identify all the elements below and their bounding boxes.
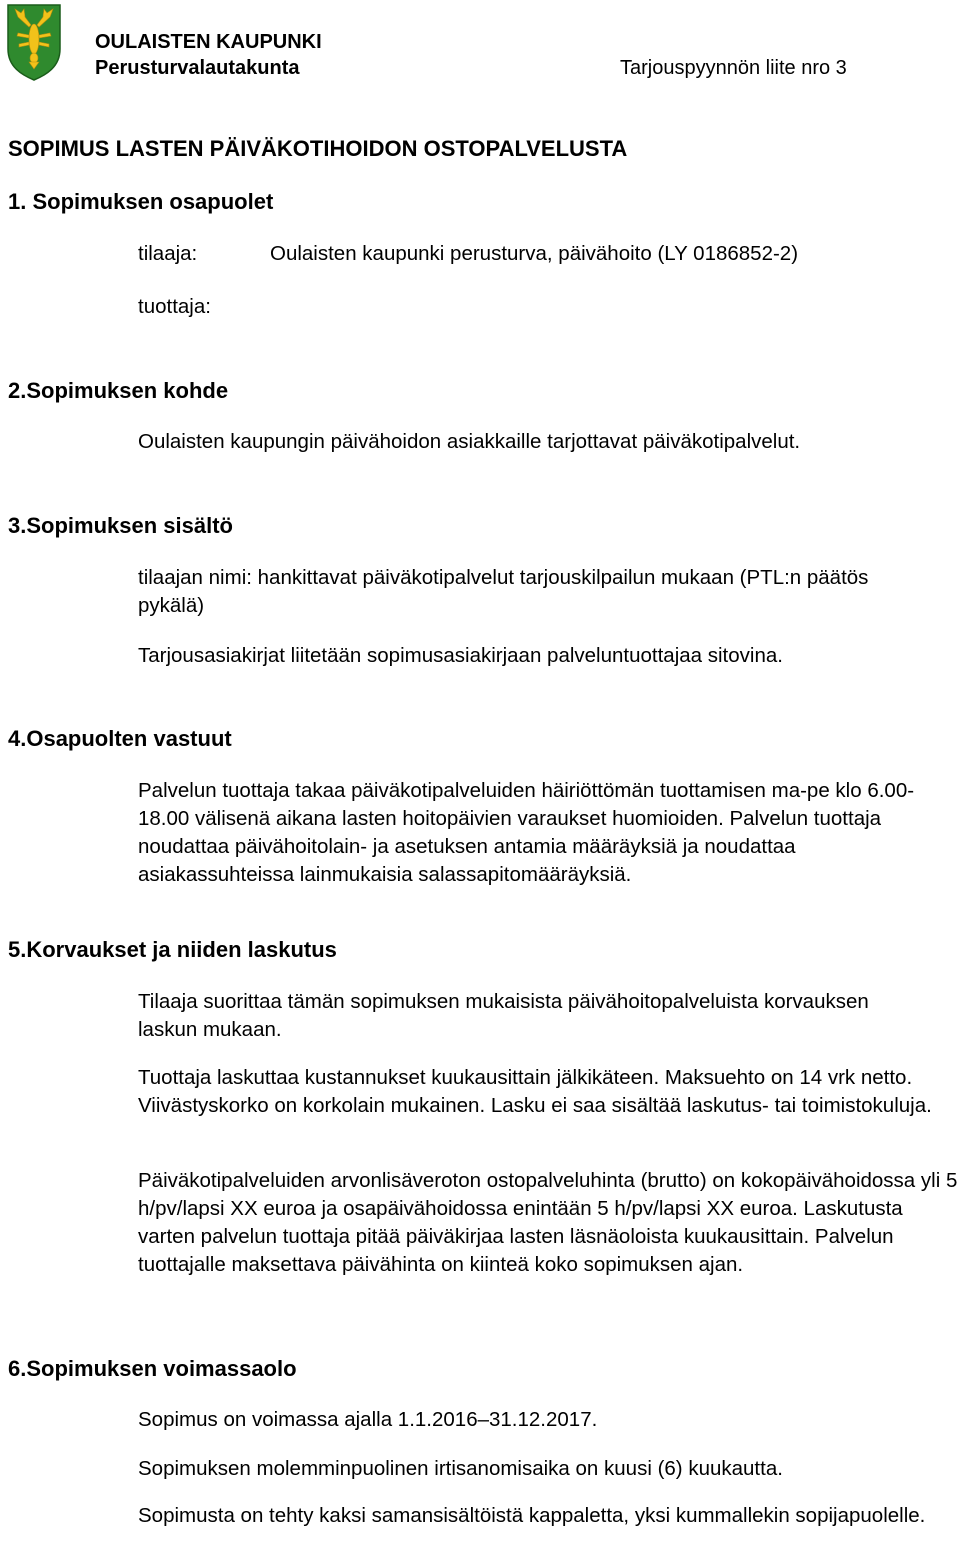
section-6-paragraph-1: Sopimus on voimassa ajalla 1.1.2016–31.12.2017. — [138, 1408, 598, 1431]
city-logo — [6, 3, 62, 81]
section-1-heading: 1. Sopimuksen osapuolet — [8, 189, 274, 214]
section-6-heading: 6.Sopimuksen voimassaolo — [8, 1356, 297, 1381]
section-6-paragraph-3: Sopimusta on tehty kaksi samansisältöistä kappaletta, yksi kummallekin sopijapuolelle. — [138, 1504, 926, 1527]
section-3-paragraph-1: tilaajan nimi: hankittavat päiväkotipalvelut tarjouskilpailun mukaan (PTL:n päätös pykälä) — [138, 566, 869, 617]
section-5-paragraph-3: Päiväkotipalveluiden arvonlisäveroton ostopalveluhinta (brutto) on kokopäivähoidossa yli 5 h/pv/lapsi XX euroa ja osapäivähoidossa enintään 5 h/pv/lapsi XX euroa. Laskutusta varten palvelun tuottaja pitää päiväkirjaa lasten läsnäoloista kuukausittain. Palvelun tuottajalle maksettava päivähinta on kiinteä koko sopimuksen ajan. — [138, 1169, 958, 1276]
attachment-label: Tarjouspyynnön liite nro 3 — [620, 57, 847, 79]
section-6-paragraph-2: Sopimuksen molemminpuolinen irtisanomisaika on kuusi (6) kuukautta. — [138, 1457, 783, 1480]
section-2-paragraph-1: Oulaisten kaupungin päivähoidon asiakkaille tarjottavat päiväkotipalvelut. — [138, 430, 801, 453]
department-name: Perusturvalautakunta — [95, 57, 300, 79]
section-4-heading: 4.Osapuolten vastuut — [8, 726, 232, 751]
section-5-heading: 5.Korvaukset ja niiden laskutus — [8, 937, 337, 962]
provider-label: tuottaja: — [138, 295, 211, 318]
crayfish-coat-of-arms-icon — [6, 3, 62, 81]
section-4-paragraph-1: Palvelun tuottaja takaa päiväkotipalveluiden häiriöttömän tuottamisen ma-pe klo 6.00-18.00 välisenä aikana lasten hoitopäivien varaukset huomioiden. Palvelun tuottaja noudattaa päivähoitolain- ja asetuksen antamia määräyksiä ja noudattaa asiakassuhteissa lainmukaisia salassapitomääräyksiä. — [138, 779, 915, 886]
document-title: SOPIMUS LASTEN PÄIVÄKOTIHOIDON OSTOPALVELUSTA — [8, 136, 628, 161]
orderer-label: tilaaja: — [138, 242, 198, 265]
organization-name: OULAISTEN KAUPUNKI — [95, 31, 322, 53]
section-3-paragraph-2: Tarjousasiakirjat liitetään sopimusasiakirjaan palveluntuottajaa sitovina. — [138, 644, 783, 667]
section-2-heading: 2.Sopimuksen kohde — [8, 378, 229, 403]
section-5-paragraph-1: Tilaaja suorittaa tämän sopimuksen mukaisista päivähoitopalveluista korvauksen laskun mukaan. — [138, 990, 869, 1041]
section-3-heading: 3.Sopimuksen sisältö — [8, 513, 233, 538]
orderer-value: Oulaisten kaupunki perusturva, päivähoito (LY 0186852-2) — [270, 242, 799, 265]
section-5-paragraph-2: Tuottaja laskuttaa kustannukset kuukausittain jälkikäteen. Maksuehto on 14 vrk netto. Viivästyskorko on korkolain mukainen. Lasku ei saa sisältää laskutus- tai toimistokuluja. — [138, 1066, 932, 1117]
